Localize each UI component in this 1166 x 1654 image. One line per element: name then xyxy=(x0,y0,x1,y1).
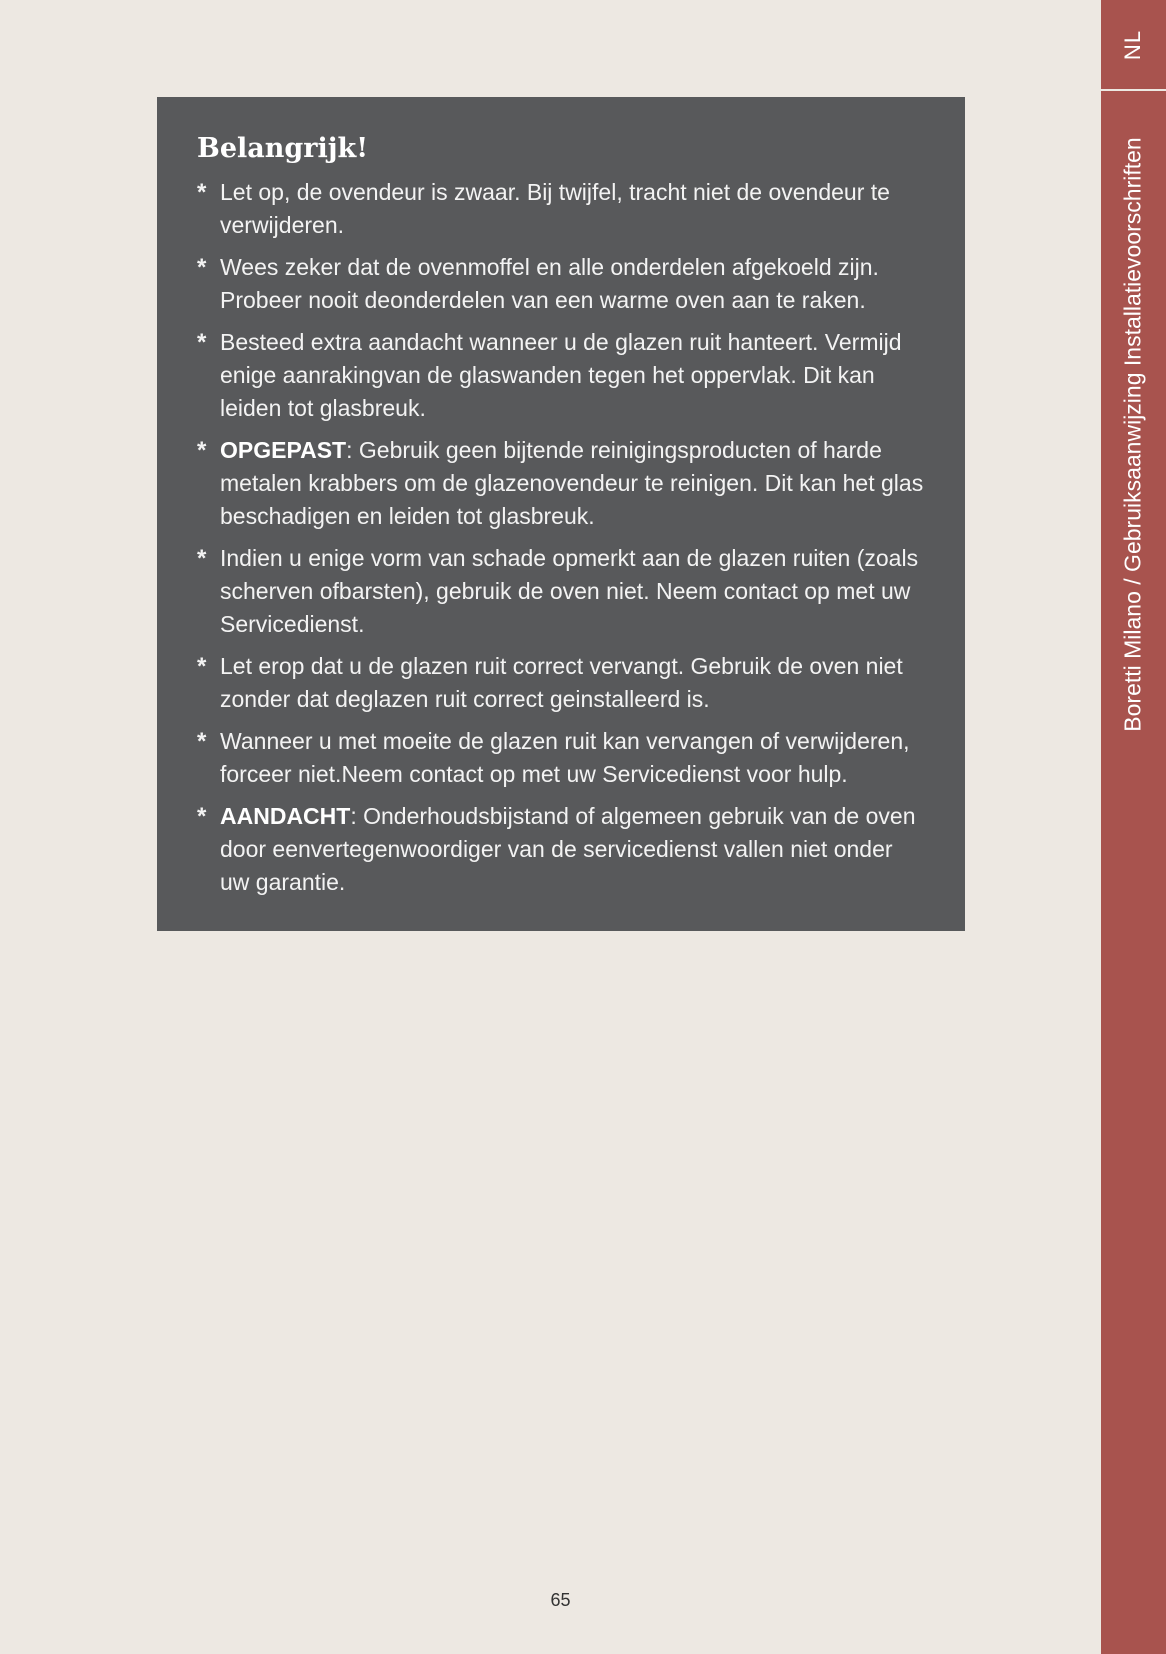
notice-heading: Belangrijk! xyxy=(197,133,369,164)
language-label: NL xyxy=(1120,29,1146,60)
language-tab xyxy=(1101,0,1166,89)
bullet-star: * xyxy=(197,254,207,281)
notice-item xyxy=(197,800,925,899)
bullet-star: * xyxy=(197,653,207,680)
sidebar-title-wrap xyxy=(1101,106,1166,762)
notice-item-text: : Onderhoudsbijstand of algemeen gebruik van de oven door eenvertegenwoordiger van de servicedienst vallen niet onder uw garantie. xyxy=(220,803,916,895)
bullet-star: * xyxy=(197,437,207,464)
bullet-star: * xyxy=(197,545,207,572)
sidebar-divider xyxy=(1101,89,1166,91)
notice-item xyxy=(197,542,925,641)
sidebar xyxy=(1101,0,1166,1654)
notice-item xyxy=(197,650,925,716)
bullet-star: * xyxy=(197,728,207,755)
notice-item xyxy=(197,251,925,317)
notice-list xyxy=(197,176,925,899)
important-notice-box xyxy=(157,97,965,931)
notice-item-emphasis: OPGEPAST xyxy=(220,437,347,463)
bullet-star: * xyxy=(197,329,207,356)
bullet-star: * xyxy=(197,179,207,206)
notice-item-text: Indien u enige vorm van schade opmerkt aan de glazen ruiten (zoals scherven ofbarsten), gebruik de oven niet. Neem contact op met uw Servicedienst. xyxy=(220,545,919,637)
notice-item xyxy=(197,434,925,533)
notice-item-text: Wees zeker dat de ovenmoffel en alle onderdelen afgekoeld zijn. Probeer nooit deonderdelen van een warme oven aan te raken. xyxy=(220,254,879,313)
sidebar-title: Boretti Milano / Gebruiksaanwijzing Installatievoorschriften xyxy=(1120,136,1147,732)
notice-item xyxy=(197,176,925,242)
notice-item-emphasis: AANDACHT xyxy=(220,803,351,829)
notice-item-text: Let op, de ovendeur is zwaar. Bij twijfel, tracht niet de ovendeur te verwijderen. xyxy=(220,179,890,238)
notice-item-text: Let erop dat u de glazen ruit correct vervangt. Gebruik de oven niet zonder dat deglazen ruit correct geinstalleerd is. xyxy=(220,653,903,712)
notice-item xyxy=(197,326,925,425)
bullet-star: * xyxy=(197,803,207,830)
notice-item xyxy=(197,725,925,791)
notice-item-text: Besteed extra aandacht wanneer u de glazen ruit hanteert. Vermijd enige aanrakingvan de glaswanden tegen het oppervlak. Dit kan leiden tot glasbreuk. xyxy=(220,329,902,421)
notice-item-text: : Gebruik geen bijtende reinigingsproducten of harde metalen krabbers om de glazenovendeur te reinigen. Dit kan het glas beschadigen en leiden tot glasbreuk. xyxy=(220,437,924,529)
page-number: 65 xyxy=(550,1590,571,1610)
notice-item-text: Wanneer u met moeite de glazen ruit kan vervangen of verwijderen, forceer niet.Neem contact op met uw Servicedienst voor hulp. xyxy=(220,728,910,787)
